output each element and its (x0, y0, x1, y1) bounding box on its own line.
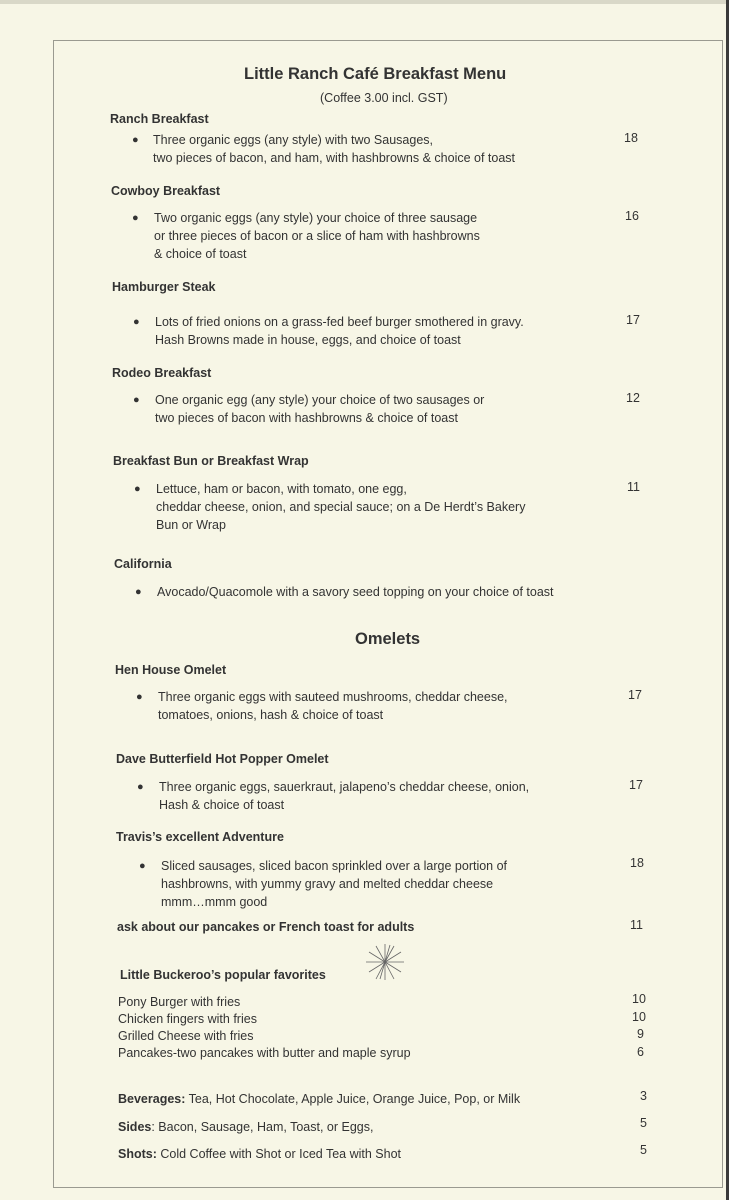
item-name-rodeo-breakfast: Rodeo Breakfast (112, 366, 212, 380)
pancakes-note: ask about our pancakes or French toast for adults (117, 920, 415, 934)
kids-item: Pancakes-two pancakes with butter and maple syrup (118, 1046, 411, 1060)
beverages-text: Tea, Hot Chocolate, Apple Juice, Orange Juice, Pop, or Milk (185, 1092, 521, 1106)
item-desc-line: Bun or Wrap (156, 518, 226, 532)
item-desc-line: Avocado/Quacomole with a savory seed topping on your choice of toast (157, 585, 554, 599)
item-name-travis-adventure: Travis’s excellent Adventure (116, 830, 284, 844)
item-desc-line: Lots of fried onions on a grass-fed beef burger smothered in gravy. (155, 315, 524, 329)
item-price: 11 (627, 480, 640, 494)
item-desc-line: cheddar cheese, onion, and special sauce; on a De Herdt’s Bakery (156, 500, 526, 514)
kids-item: Grilled Cheese with fries (118, 1029, 254, 1043)
menu-title: Little Ranch Café Breakfast Menu (244, 65, 507, 83)
item-name-california: California (114, 557, 172, 571)
kids-item: Pony Burger with fries (118, 995, 241, 1009)
item-price: 5 (640, 1143, 647, 1157)
item-desc-line: two pieces of bacon, and ham, with hashbrowns & choice of toast (153, 151, 516, 165)
kids-item: Chicken fingers with fries (118, 1012, 257, 1026)
kids-item-price: 10 (632, 992, 646, 1006)
item-price: 17 (626, 313, 640, 327)
item-price: 12 (626, 391, 640, 405)
item-desc-line: two pieces of bacon with hashbrowns & choice of toast (155, 411, 458, 425)
sides-text: : Bacon, Sausage, Ham, Toast, or Eggs, (151, 1120, 374, 1134)
item-price: 17 (628, 688, 642, 702)
item-price: 5 (640, 1116, 647, 1130)
item-desc-line: Lettuce, ham or bacon, with tomato, one egg, (156, 482, 407, 496)
item-desc-line: Three organic eggs with sauteed mushrooms, cheddar cheese, (158, 690, 508, 704)
item-desc-line: Sliced sausages, sliced bacon sprinkled over a large portion of (161, 859, 508, 873)
sides-label: Sides (118, 1120, 152, 1134)
item-desc-line: mmm…mmm good (161, 895, 268, 909)
bullet: ● (132, 134, 139, 146)
item-name-ranch-breakfast: Ranch Breakfast (110, 112, 209, 126)
item-desc-line: tomatoes, onions, hash & choice of toast (158, 708, 384, 722)
item-name-cowboy-breakfast: Cowboy Breakfast (111, 184, 221, 198)
menu-subtitle: (Coffee 3.00 incl. GST) (320, 91, 448, 105)
item-desc-line: Three organic eggs (any style) with two Sausages, (153, 133, 433, 147)
section-title-omelets: Omelets (355, 630, 421, 648)
item-name-hot-popper-omelet: Dave Butterfield Hot Popper Omelet (116, 752, 329, 766)
item-name-breakfast-bun: Breakfast Bun or Breakfast Wrap (113, 454, 309, 468)
item-desc-line: Three organic eggs, sauerkraut, jalapeno’s cheddar cheese, onion, (159, 780, 530, 794)
item-desc-line: Hash Browns made in house, eggs, and choice of toast (155, 333, 461, 347)
item-name-hen-house-omelet: Hen House Omelet (115, 663, 227, 677)
item-price: 18 (624, 131, 638, 145)
item-desc-line: Hash & choice of toast (159, 798, 285, 812)
shots-text: Cold Coffee with Shot or Iced Tea with Shot (156, 1147, 402, 1161)
item-desc-line: One organic egg (any style) your choice of two sausages or (155, 393, 485, 407)
shots-label: Shots: (118, 1147, 157, 1161)
kids-item-price: 9 (637, 1027, 644, 1041)
item-price: 17 (629, 778, 643, 792)
item-desc-line: or three pieces of bacon or a slice of ham with hashbrowns (154, 229, 480, 243)
item-name-hamburger-steak: Hamburger Steak (112, 280, 216, 294)
item-price: 16 (625, 209, 639, 223)
starburst-doodle-icon (364, 942, 406, 982)
bullet: ● (134, 483, 141, 495)
bullet: ● (133, 316, 140, 328)
bullet: ● (132, 212, 139, 224)
bullet: ● (136, 691, 143, 703)
shots-row (118, 1145, 401, 1163)
bullet: ● (133, 394, 140, 406)
kids-item-price: 6 (637, 1045, 644, 1059)
beverages-label: Beverages: (118, 1092, 186, 1106)
bullet: ● (135, 586, 142, 598)
item-price: 11 (630, 918, 643, 932)
sides-row (118, 1118, 373, 1136)
item-desc-line: & choice of toast (154, 247, 247, 261)
scan-edge-top (0, 0, 729, 4)
kids-item-price: 10 (632, 1010, 646, 1024)
bullet: ● (137, 781, 144, 793)
item-desc-line: hashbrowns, with yummy gravy and melted cheddar cheese (161, 877, 494, 891)
kids-section-title: Little Buckeroo’s popular favorites (120, 968, 326, 982)
item-price: 3 (640, 1089, 647, 1103)
bullet: ● (139, 860, 146, 872)
item-price: 18 (630, 856, 644, 870)
beverages-row (118, 1090, 520, 1108)
item-desc-line: Two organic eggs (any style) your choice of three sausage (154, 211, 478, 225)
